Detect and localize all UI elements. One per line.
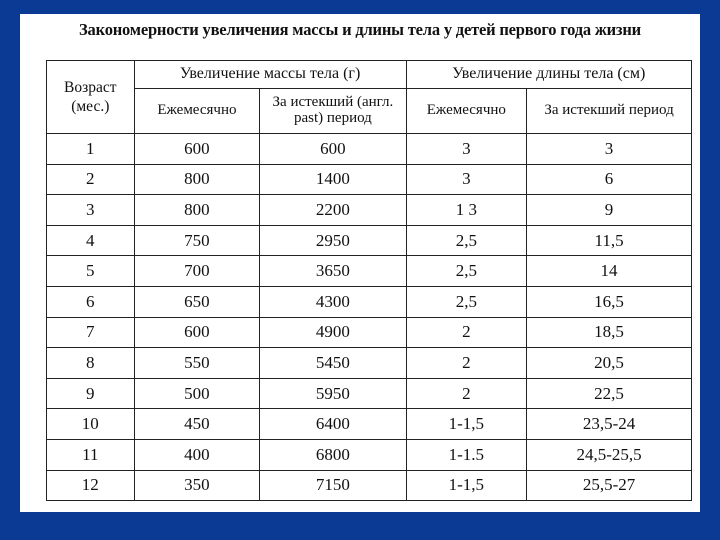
table-row: [47, 164, 692, 195]
cell-mass-total: 1400: [260, 164, 406, 195]
header-length-group: Увеличение длины тела (см): [406, 61, 691, 89]
cell-length-monthly: 1-1,5: [406, 409, 527, 440]
cell-age: 7: [47, 317, 135, 348]
cell-age: 8: [47, 348, 135, 379]
header-mass-monthly: Ежемесячно: [134, 89, 260, 134]
cell-length-total: 22,5: [527, 378, 692, 409]
cell-length-total: 6: [527, 164, 692, 195]
table-row: [47, 348, 692, 379]
cell-length-monthly: 2: [406, 348, 527, 379]
table-row: [47, 195, 692, 226]
cell-mass-monthly: 600: [134, 317, 260, 348]
cell-length-monthly: 2,5: [406, 286, 527, 317]
cell-mass-monthly: 600: [134, 134, 260, 165]
table-row: [47, 317, 692, 348]
cell-length-total: 11,5: [527, 225, 692, 256]
cell-age: 6: [47, 286, 135, 317]
cell-mass-total: 6400: [260, 409, 406, 440]
cell-age: 11: [47, 439, 135, 470]
table-row: [47, 256, 692, 287]
cell-age: 4: [47, 225, 135, 256]
table-row: [47, 225, 692, 256]
cell-mass-total: 5950: [260, 378, 406, 409]
header-mass-period: За истекший (англ. past) период: [260, 89, 406, 134]
growth-table: [46, 60, 692, 501]
cell-mass-total: 4900: [260, 317, 406, 348]
header-length-monthly: Ежемесячно: [406, 89, 527, 134]
cell-age: 9: [47, 378, 135, 409]
cell-length-total: 24,5-25,5: [527, 439, 692, 470]
cell-mass-monthly: 800: [134, 164, 260, 195]
cell-mass-monthly: 350: [134, 470, 260, 501]
cell-mass-total: 2950: [260, 225, 406, 256]
cell-age: 1: [47, 134, 135, 165]
cell-length-monthly: 3: [406, 134, 527, 165]
cell-mass-total: 3650: [260, 256, 406, 287]
header-row-groups: [47, 61, 692, 89]
cell-mass-monthly: 700: [134, 256, 260, 287]
header-row-sub: [47, 89, 692, 134]
cell-length-total: 20,5: [527, 348, 692, 379]
cell-length-monthly: 1 3: [406, 195, 527, 226]
table-row: [47, 134, 692, 165]
cell-length-total: 9: [527, 195, 692, 226]
cell-age: 12: [47, 470, 135, 501]
table-title: Закономерности увеличения массы и длины тела у детей первого года жизни: [79, 20, 641, 39]
cell-mass-total: 2200: [260, 195, 406, 226]
cell-length-total: 3: [527, 134, 692, 165]
cell-mass-total: 5450: [260, 348, 406, 379]
table-row: [47, 409, 692, 440]
cell-mass-monthly: 550: [134, 348, 260, 379]
table-row: [47, 286, 692, 317]
cell-mass-monthly: 650: [134, 286, 260, 317]
cell-mass-monthly: 750: [134, 225, 260, 256]
cell-length-monthly: 2: [406, 378, 527, 409]
cell-length-monthly: 3: [406, 164, 527, 195]
cell-age: 10: [47, 409, 135, 440]
cell-length-total: 16,5: [527, 286, 692, 317]
table-row: [47, 470, 692, 501]
cell-length-total: 14: [527, 256, 692, 287]
cell-age: 3: [47, 195, 135, 226]
cell-length-monthly: 1-1,5: [406, 470, 527, 501]
table-row: [47, 439, 692, 470]
cell-mass-monthly: 450: [134, 409, 260, 440]
cell-length-total: 18,5: [527, 317, 692, 348]
cell-length-total: 23,5-24: [527, 409, 692, 440]
header-length-period: За истекший период: [527, 89, 692, 134]
cell-mass-total: 4300: [260, 286, 406, 317]
cell-length-monthly: 1-1.5: [406, 439, 527, 470]
cell-mass-monthly: 500: [134, 378, 260, 409]
header-age: Возраст (мес.): [47, 61, 135, 134]
cell-mass-monthly: 400: [134, 439, 260, 470]
cell-length-monthly: 2,5: [406, 256, 527, 287]
cell-mass-total: 600: [260, 134, 406, 165]
cell-age: 5: [47, 256, 135, 287]
slide-canvas: [20, 14, 700, 512]
cell-mass-monthly: 800: [134, 195, 260, 226]
cell-length-monthly: 2: [406, 317, 527, 348]
cell-length-monthly: 2,5: [406, 225, 527, 256]
table-row: [47, 378, 692, 409]
cell-length-total: 25,5-27: [527, 470, 692, 501]
cell-age: 2: [47, 164, 135, 195]
cell-mass-total: 7150: [260, 470, 406, 501]
header-mass-group: Увеличение массы тела (г): [134, 61, 406, 89]
cell-mass-total: 6800: [260, 439, 406, 470]
